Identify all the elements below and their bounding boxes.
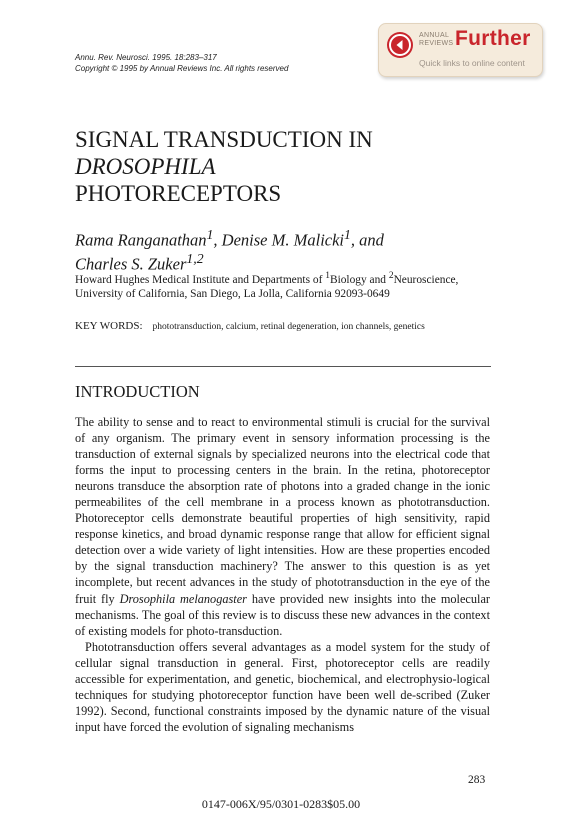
page-number: 283	[468, 774, 486, 786]
keywords-value: phototransduction, calcium, retinal degeneration, ion channels, genetics	[152, 322, 425, 332]
title-line-2: DROSOPHILA	[75, 154, 216, 179]
paragraph-text: The ability to sense and to react to environmental stimuli is crucial for the survival of any organism. The primary event in sensory information processing is the transduction of external signals by specialized neurons into the electrical code that forms the input to processing centers in the brain. In the retina, photoreceptor neurons transduce the absorption rate of photons into a graded change in the ionic permeabilites of the cell membrane in a process known as phototransduction. Photoreceptor cells demonstrate beautiful properties of high sensitivity, rapid response kinetics, and broad dynamic response range that allow for efficient signal detection over a wide variety of light intensities. How are these properties encoded by the signal transduction machinery? The answer to this question is as yet incomplete, but recent advances in the study of phototransduction in the eye of the fruit fly	[75, 415, 490, 606]
annual-reviews-wordmark	[419, 32, 453, 48]
annual-label: ANNUAL	[419, 32, 450, 39]
affiliation-line-2: University of California, San Diego, La Jolla, California 92093-0649	[75, 288, 390, 301]
paragraph-text: have provided new insights into the molecular mechanisms. The goal of this review is to discuss these new advances in the context of existing models for photo-transduction.	[75, 591, 491, 638]
paragraph: Phototransduction offers several advantages as a model system for the study of cellular signal transduction in general. First, photoreceptor cells are readily accessible for experimentation, and genetic, biochemical, and electrophysio-logical techniques for studying photoreceptor function have been well de-scribed (Zuker 1992). Second, functional constraints imposed by the dynamic nature of the visual input have forced the evolution of signaling mechanisms	[75, 639, 490, 734]
section-heading: INTRODUCTION	[75, 382, 200, 401]
journal-citation-line: Annu. Rev. Neurosci. 1995. 18:283–317	[75, 53, 217, 62]
author-name: Rama Ranganathan	[75, 230, 207, 250]
author-line-1	[75, 226, 384, 250]
author-affil-sup: 1	[206, 227, 214, 242]
affiliation-sup: 1	[325, 271, 330, 281]
keywords-label: KEY WORDS:	[75, 320, 143, 332]
author-separator: , and	[350, 230, 384, 250]
section-divider	[75, 366, 491, 367]
author-name: Denise M. Malicki	[221, 230, 345, 250]
author-affil-sup: 1	[344, 227, 351, 242]
author-list	[75, 226, 384, 273]
author-separator: ,	[213, 230, 222, 250]
article-title	[75, 126, 373, 207]
body-text	[75, 414, 490, 735]
affiliation-dept: Neuroscience,	[393, 273, 459, 286]
keywords	[75, 319, 425, 334]
paragraph	[75, 414, 490, 639]
annual-reviews-further-banner[interactable]	[378, 23, 543, 77]
further-subtitle: Quick links to online content	[419, 58, 525, 68]
copyright-line: Copyright © 1995 by Annual Reviews Inc. All rights reserved	[75, 64, 289, 73]
species-name: Drosophila melanogaster	[119, 591, 247, 606]
title-line-3: PHOTORECEPTORS	[75, 181, 282, 206]
journal-citation	[75, 52, 288, 74]
arrow-left-circle-icon	[387, 32, 413, 58]
affiliation-line-1	[75, 269, 458, 287]
affiliation-dept: Biology and	[329, 273, 389, 286]
reviews-label: REVIEWS	[419, 40, 454, 47]
author-name: Charles S. Zuker	[75, 254, 187, 273]
footer-code: 0147-006X/95/0301-0283$05.00	[201, 797, 361, 811]
affiliation	[75, 269, 458, 302]
affiliation-text: Howard Hughes Medical Institute and Departments of	[75, 273, 326, 286]
affiliation-sup: 2	[388, 271, 394, 281]
further-label: Further	[455, 27, 531, 50]
title-line-1: SIGNAL TRANSDUCTION IN	[75, 127, 373, 152]
author-affil-sup: 1,2	[186, 250, 204, 266]
